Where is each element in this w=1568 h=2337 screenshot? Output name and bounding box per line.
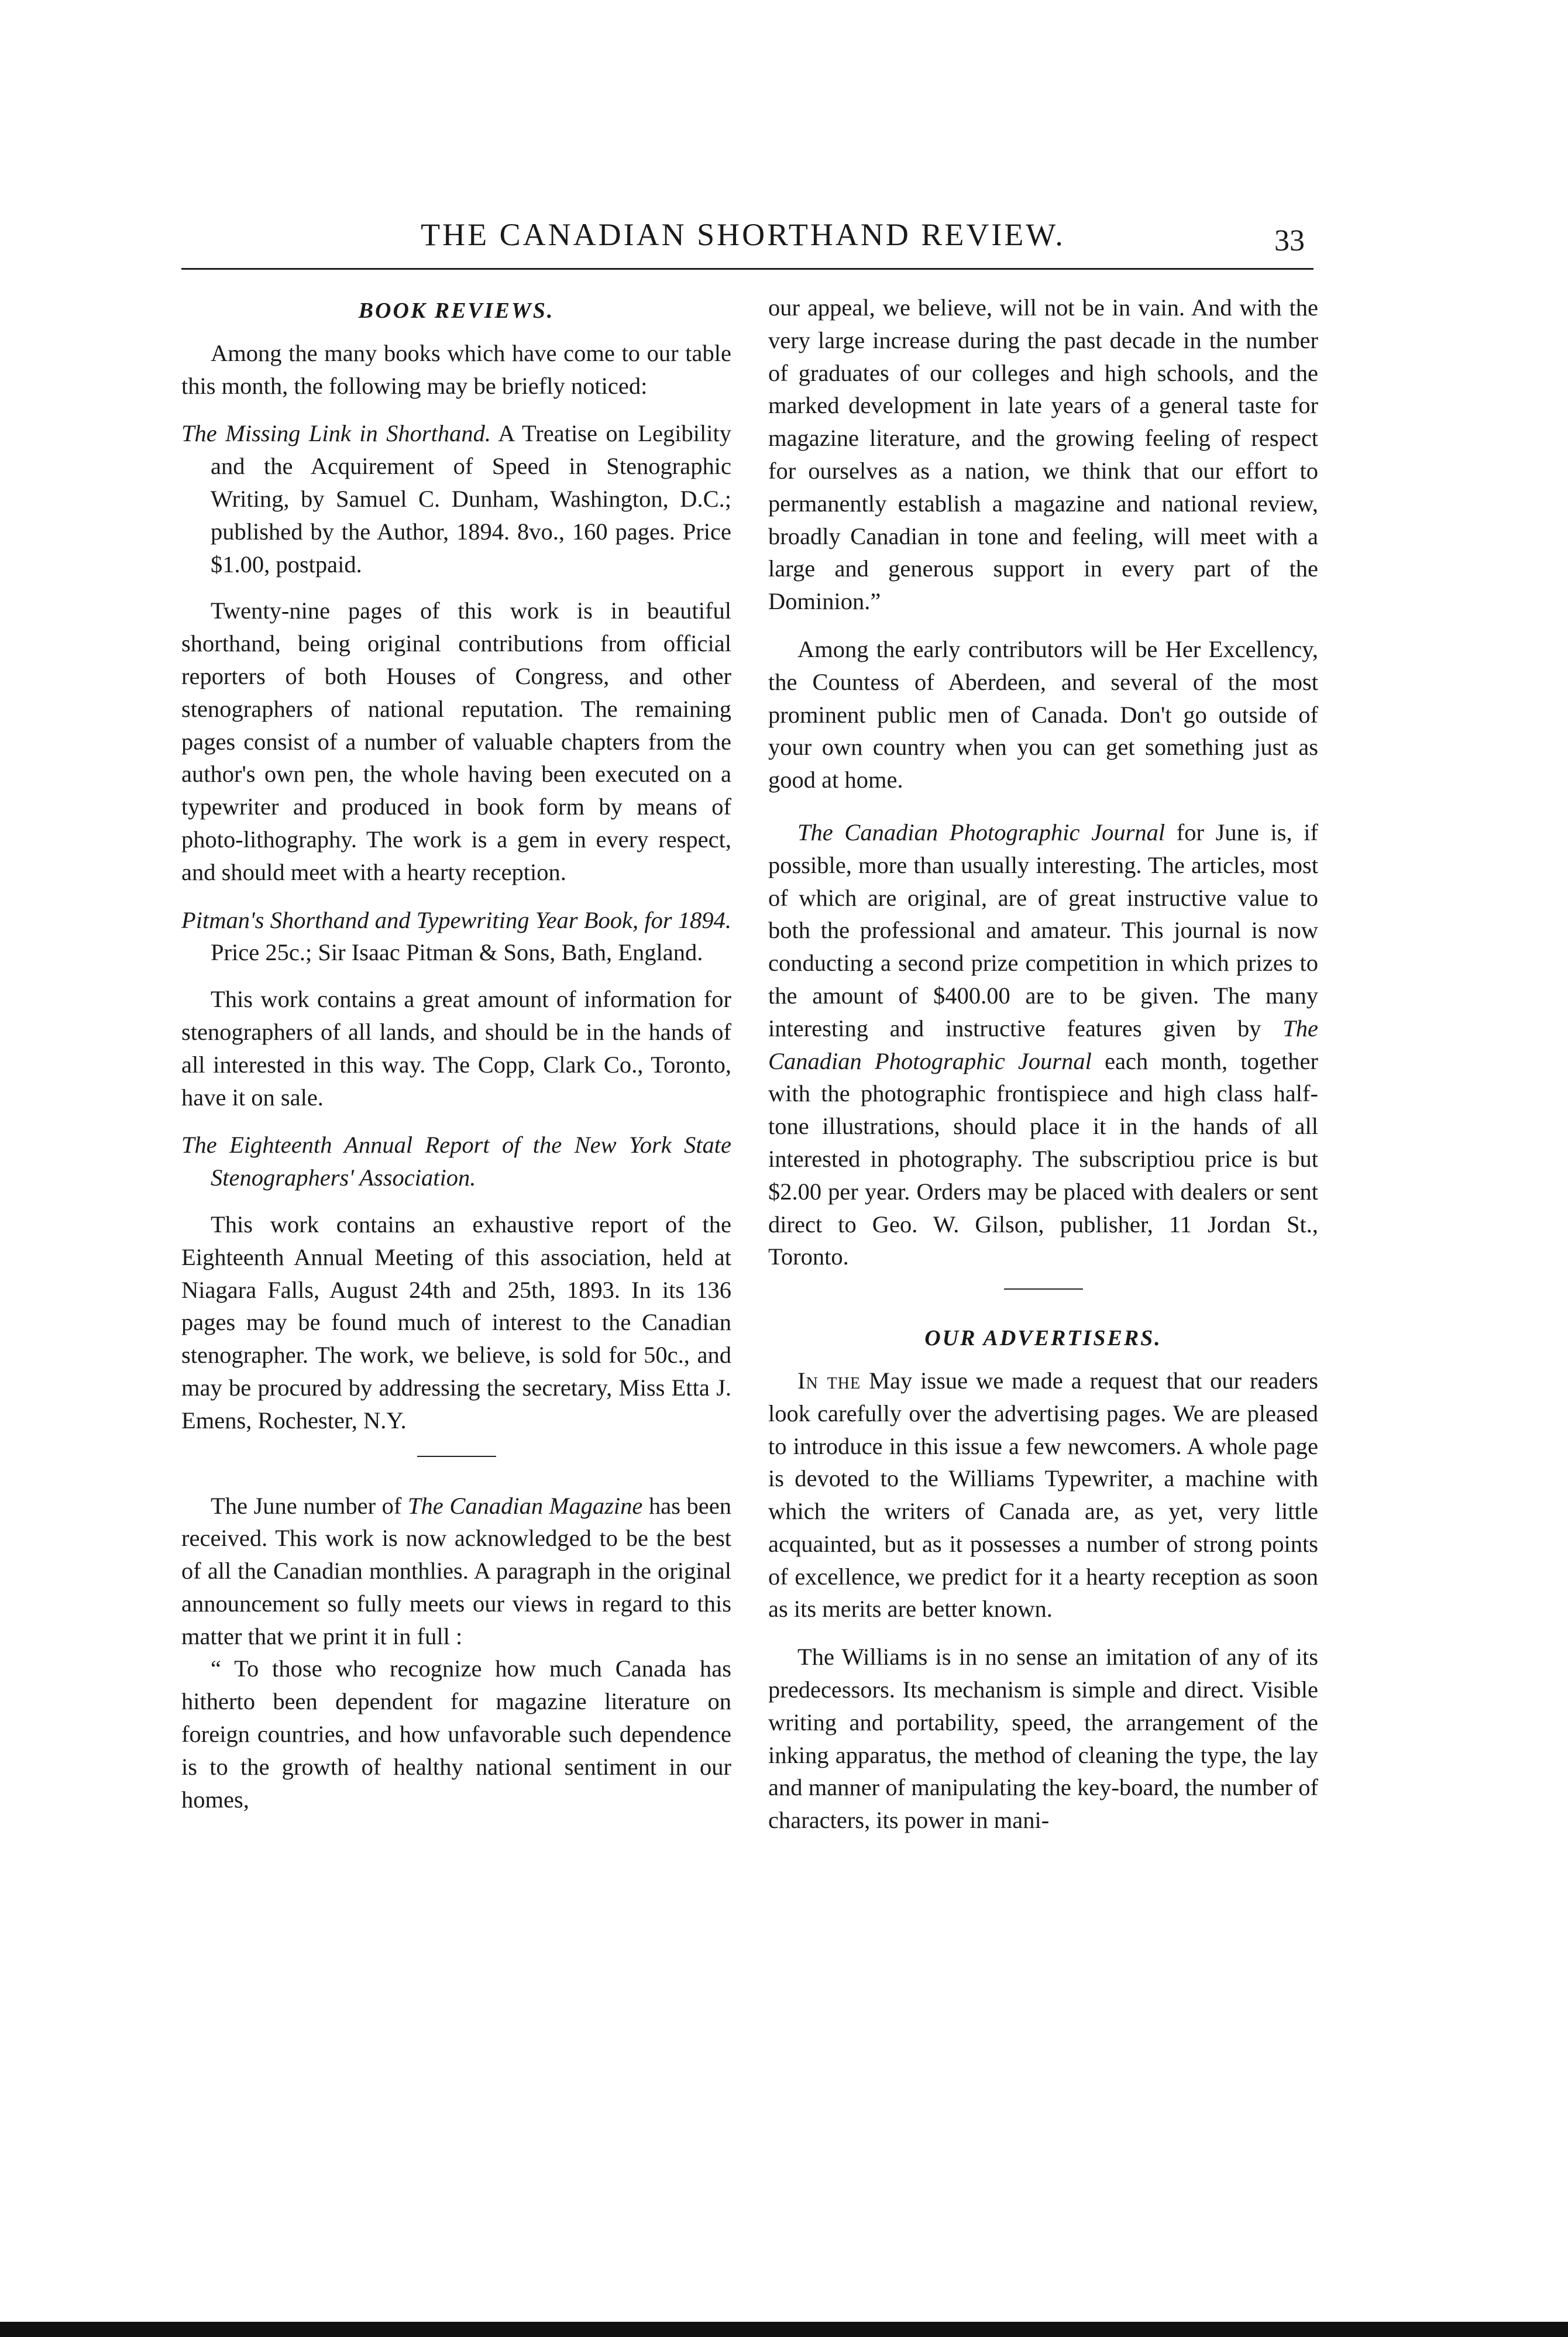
- book-title: The Missing Link in Shorthand.: [181, 420, 491, 447]
- photo-journal-paragraph: [768, 816, 1318, 1273]
- right-column: [768, 291, 1318, 1852]
- photo-text-2: each month, together with the photographic frontispiece and high class half-tone illustrations, should place it in the hands of all interested in photography. The subscriptiou price is but $2.00 per year. Orders may be placed with dealers or sent direct to Geo. W. Gilson, publisher, 11 Jordan St., Toronto.: [768, 1047, 1318, 1270]
- page-number: 33: [1274, 224, 1305, 257]
- running-header: [181, 214, 1305, 261]
- magazine-quote: “ To those who recognize how much Canada has hitherto been dependent for magazine literature on foreign countries, and how unfavorable such dependence is to the growth of healthy national sentiment in our homes,: [181, 1655, 731, 1813]
- book-title: The Eighteenth Annual Report of the New York State Stenographers' Association.: [181, 1132, 731, 1191]
- journal-title: THE CANADIAN SHORTHAND REVIEW.: [421, 217, 1065, 252]
- advertisers-paragraph-1: [768, 1365, 1318, 1625]
- photo-text-1: for June is, if possible, more than usually interesting. The articles, most of which are original, are of great instructive value to both the professional and amateur. This journal is now conducting a second prize competition in which prizes to the amount of $400.00 are to be given. The many interesting and instructive features given by: [768, 819, 1318, 1042]
- advertisers-paragraph-2: The Williams is in no sense an imitation of any of its predecessors. Its mechanism is simple and direct. Visible writing and portability, speed, the arrangement of the inking apparatus, the method of cleaning the type, the lay and manner of manipulating the key-board, the number of characters, its power in mani-: [768, 1644, 1318, 1834]
- review-citation-pitman: [181, 904, 731, 970]
- review-body-pitman: This work contains a great amount of information for stenographers of all lands, and should be in the hands of all interested in this way. The Copp, Clark Co., Toronto, have it on sale.: [181, 986, 731, 1111]
- intro-paragraph: Among the many books which have come to our table this month, the following may be briefly noticed:: [181, 339, 731, 399]
- advertisers-lead: In the: [797, 1367, 861, 1394]
- journal-title-italic: The Canadian Photographic Journal: [797, 819, 1165, 846]
- left-column: [181, 291, 731, 1831]
- magazine-lead: The June number of: [211, 1492, 408, 1519]
- magazine-title: The Canadian Magazine: [407, 1492, 643, 1519]
- book-title: Pitman's Shorthand and Typewriting Year Book, for 1894.: [181, 906, 731, 933]
- header-rule: [181, 268, 1313, 270]
- citation-text: A Treatise on Legibility and the Acquirement of Speed in Stenographic Writing, by Samuel C. Dunham, Washington, D.C.; published by the Author, 1894. 8vo., 160 pages. Price $1.00, postpaid.: [211, 420, 731, 578]
- magazine-paragraph: [181, 1490, 731, 1653]
- advertisers-text: May issue we made a request that our readers look carefully over the advertising pages. We are pleased to introduce in this issue a few newcomers. A whole page is devoted to the Williams Typewriter, a machine with which the writers of Canada are, as yet, very little acquainted, but as it possesses a number of strong points of excellence, we predict for it a hearty reception as soon as its merits are better known.: [768, 1367, 1318, 1623]
- review-citation-ny-report: [181, 1129, 731, 1194]
- review-body-missing-link: Twenty-nine pages of this work is in beautiful shorthand, being original contributions from official reporters of both Houses of Congress, and other stenographers of national reputation. The remaining pages consist of a number of valuable chapters from the author's own pen, the whole having been executed on a typewriter and produced in book form by means of photo-lithography. The work is a gem in every respect, and should meet with a hearty reception.: [181, 597, 731, 885]
- quote-continuation: our appeal, we believe, will not be in vain. And with the very large increase during the past decade in the number of graduates of our colleges and high schools, and the marked development in late years of a general taste for magazine literature, and the growing feeling of respect for ourselves as a nation, we think that our effort to permanently establish a magazine and national review, broadly Canadian in tone and feeling, will meet with a large and generous support in every part of the Dominion.”: [768, 294, 1318, 615]
- review-citation-missing-link: [181, 417, 731, 580]
- scan-edge: [0, 2322, 1568, 2337]
- section-divider: [417, 1456, 496, 1457]
- section-heading-book-reviews: BOOK REVIEWS.: [358, 298, 555, 323]
- contributors-paragraph: Among the early contributors will be Her Excellency, the Countess of Aberdeen, and several of the most prominent public men of Canada. Don't go outside of your own country when you can get something just as good at home.: [768, 635, 1318, 793]
- section-divider: [1004, 1288, 1083, 1290]
- review-body-ny-report: This work contains an exhaustive report of the Eighteenth Annual Meeting of this association, held at Niagara Falls, August 24th and 25th, 1893. In its 136 pages may be found much of interest to the Canadian stenographer. The work, we believe, is sold for 50c., and may be procured by addressing the secretary, Miss Etta J. Emens, Rochester, N.Y.: [181, 1211, 731, 1434]
- magazine-text: has been received. This work is now acknowledged to be the best of all the Canadian monthlies. A paragraph in the original announcement so fully meets our views in regard to this matter that we print it in full :: [181, 1492, 731, 1649]
- journal-title-italic-2: The Canadian Photographic Journal: [768, 1015, 1318, 1074]
- citation-text: Price 25c.; Sir Isaac Pitman & Sons, Bath, England.: [211, 939, 703, 966]
- section-heading-advertisers: OUR ADVERTISERS.: [924, 1326, 1162, 1351]
